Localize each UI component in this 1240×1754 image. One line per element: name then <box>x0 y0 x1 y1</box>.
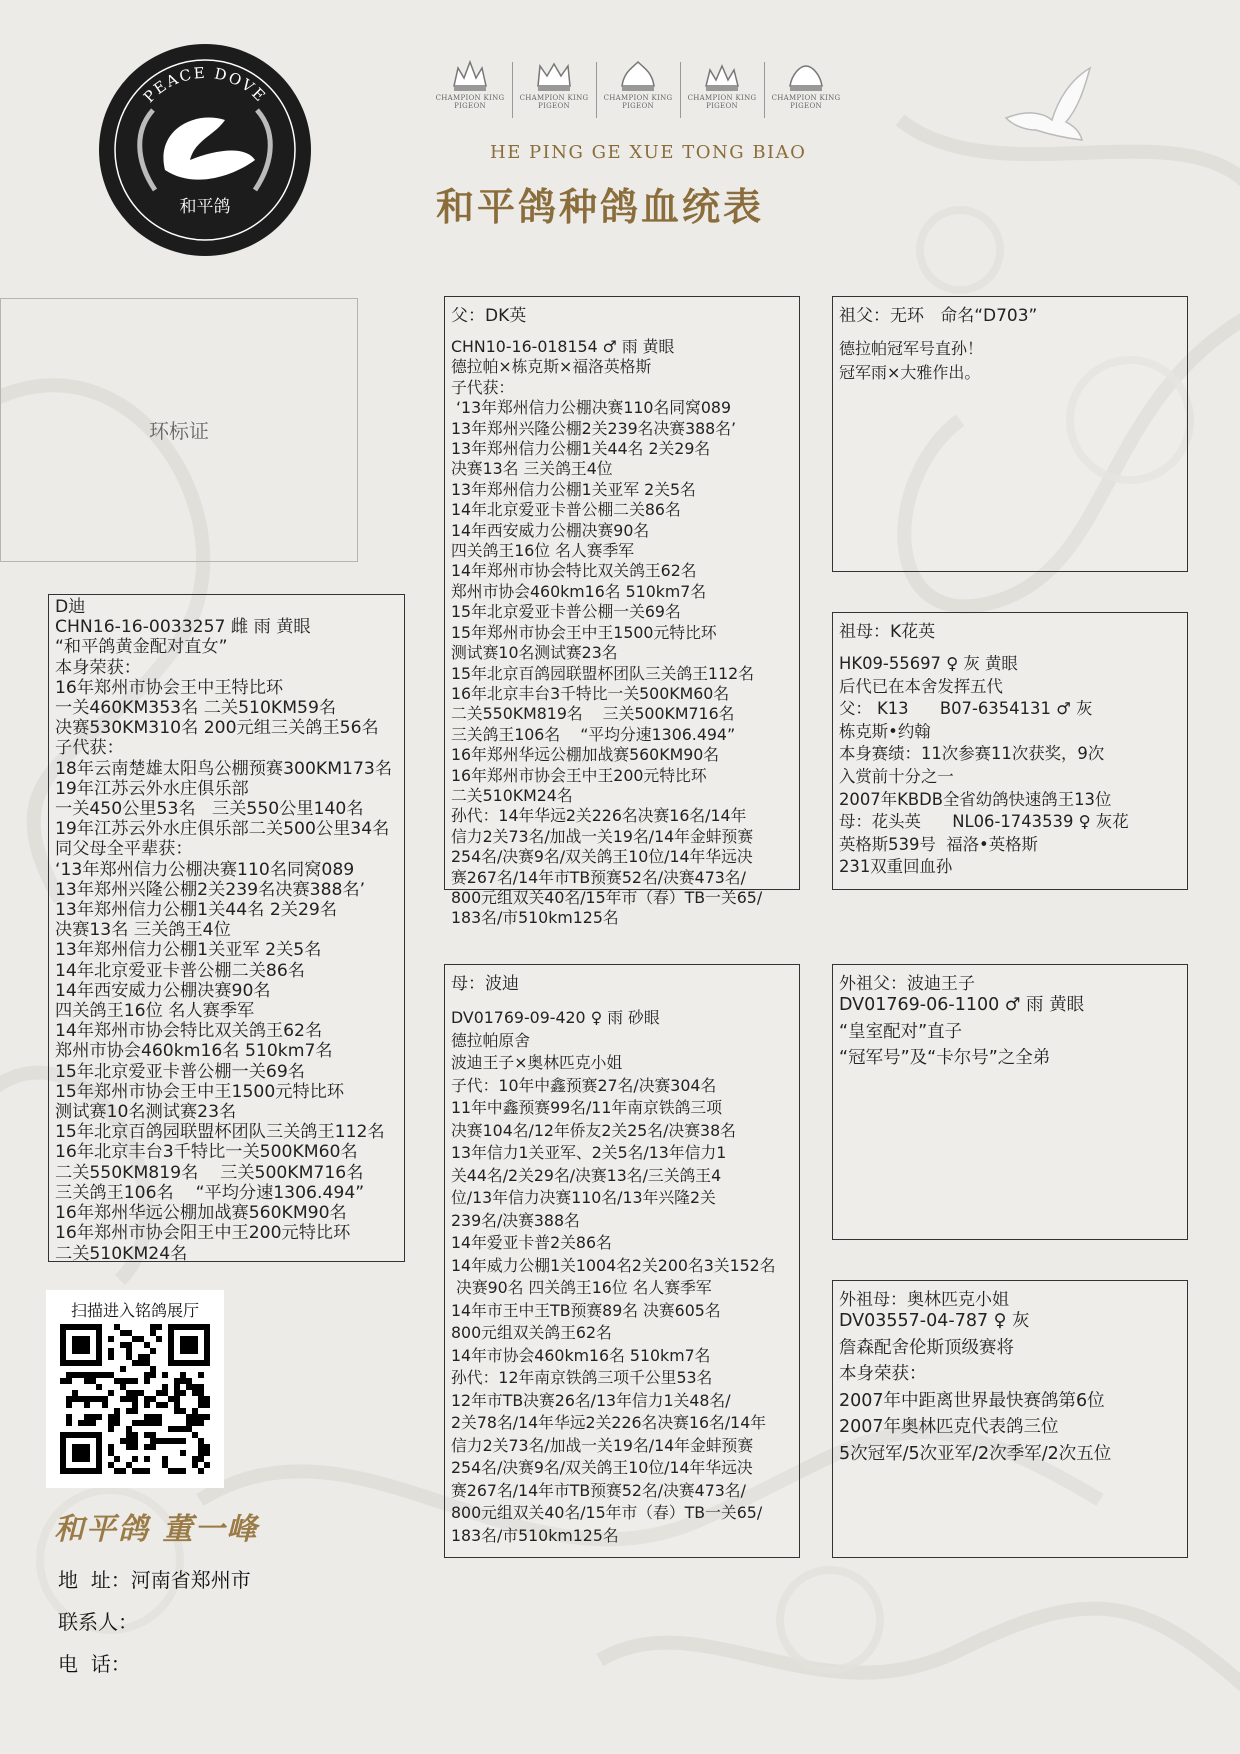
detail-line: 赛267名/14年市TB预赛52名/决赛473名/ <box>451 867 746 887</box>
sire-title: 父：DK英 <box>451 306 527 326</box>
detail-line: 800元组双关40名/15年市（春）TB一关65/ <box>451 887 763 907</box>
detail-line: 栋克斯•约翰 <box>839 721 931 741</box>
paternal-grandfather-details <box>839 337 1181 385</box>
maternal-grandfather-title: 外祖父：波迪王子 <box>839 974 975 994</box>
detail-line: 赛267名/14年市TB预赛52名/决赛473名/ <box>451 1480 746 1500</box>
crown-icon <box>534 56 574 94</box>
detail-line: 测试赛10名测试赛23名 <box>451 643 618 663</box>
detail-line: 16年郑州市协会王中王特比环 <box>55 677 284 698</box>
detail-line: 本身荣获： <box>55 657 141 678</box>
detail-line: 15年郑州市协会王中王1500元特比环 <box>451 622 717 642</box>
qr-code-card[interactable] <box>46 1290 224 1488</box>
detail-line: CHN10-16-018154 ♂ 雨 黄眼 <box>451 337 675 356</box>
sire-box <box>444 296 800 928</box>
detail-line: 16年郑州市协会阳王中王200元特比环 <box>55 1223 351 1244</box>
crown-logo <box>432 56 508 120</box>
detail-line: 5次冠军/5次亚军/2次季军/2次五位 <box>839 1443 1112 1464</box>
detail-line: 一关460KM353名 二关510KM59名 <box>55 698 337 719</box>
detail-line: DV03557-04-787 ♀ 灰 <box>839 1311 1030 1331</box>
detail-line: 一关450公里53名 三关550公里140名 <box>55 799 364 820</box>
detail-line: DV01769-06-1100 ♂ 雨 黄眼 <box>839 995 1085 1015</box>
detail-line: 德拉帕原舍 <box>451 1030 530 1050</box>
paternal-grandmother-title: 祖母：K花英 <box>839 622 936 642</box>
detail-line: D迪 <box>55 597 86 617</box>
detail-line: 14年爱亚卡普2关86名 <box>451 1233 612 1252</box>
title-pinyin: HE PING GE XUE TONG BIAO <box>490 142 807 163</box>
signature: 和平鸽 董一峰 <box>54 1512 259 1547</box>
address-line: 地 址：河南省郑州市 <box>58 1568 251 1592</box>
detail-line: 决赛530KM310名 200元组三关鸽王56名 <box>55 718 379 739</box>
crown-logo-row <box>432 56 841 120</box>
detail-line: 14年西安威力公棚决赛90名 <box>55 980 271 1001</box>
dam-title: 母：波迪 <box>451 974 519 994</box>
detail-line: 16年北京丰台3千特比一关500KM60名 <box>451 683 730 703</box>
detail-line: “皇室配对”直子 <box>839 1021 963 1042</box>
crown-icon <box>786 56 826 94</box>
maternal-grandmother-details <box>839 1308 1181 1467</box>
detail-line: 18年云南楚雄太阳鸟公棚预赛300KM173名 <box>55 758 393 779</box>
detail-line: CHN16-16-0033257 雌 雨 黄眼 <box>55 617 311 638</box>
detail-line: 239名/决赛388名 <box>451 1210 580 1230</box>
detail-line: 254名/决赛9名/双关鸽王10位/14年华远决 <box>451 847 753 867</box>
detail-line: 14年北京爱亚卡普公棚二关86名 <box>451 500 681 520</box>
detail-line: 15年北京百鸽园联盟杯团队三关鸽王112名 <box>451 663 755 683</box>
crown-logo <box>600 56 676 120</box>
crown-icon <box>450 56 490 94</box>
detail-line: 决赛13名 三关鸽王4位 <box>55 920 231 941</box>
detail-line: 德拉帕×栋克斯×福洛英格斯 <box>451 357 652 377</box>
detail-line: 13年郑州信力公棚1关亚军 2关5名 <box>55 940 322 961</box>
detail-line: 19年江苏云外水庄俱乐部 <box>55 778 249 799</box>
detail-line: 位/13年信力决赛110名/13年兴隆2关 <box>451 1188 716 1207</box>
detail-line: 14年市协会460km16名 510km7名 <box>451 1345 711 1365</box>
logo-ring-text: PEACE DOVE <box>139 63 271 107</box>
detail-line: ‘13年郑州信力公棚决赛110名同窝089 <box>451 398 732 418</box>
crown-caption: CHAMPION KING PIGEON <box>435 94 505 110</box>
detail-line: 子代：10年中鑫预赛27名/决赛304名 <box>451 1075 717 1095</box>
detail-line: 决赛90名 四关鸽王16位 名人赛季军 <box>451 1278 712 1297</box>
maternal-grandfather-details <box>839 992 1181 1072</box>
detail-line: 本身荣获： <box>839 1364 927 1384</box>
detail-line: 德拉帕冠军号直孙！ <box>839 339 984 358</box>
detail-line: 231双重回血孙 <box>839 857 953 877</box>
sire-details <box>451 337 793 929</box>
crown-caption: CHAMPION KING PIGEON <box>603 94 673 110</box>
detail-line: 14年威力公棚1关1004名2关200名3关152名 <box>451 1255 776 1275</box>
detail-line: 决赛104名/12年侨友2关25名/决赛38名 <box>451 1120 736 1140</box>
detail-line: 二关510KM24名 <box>451 785 573 805</box>
page-title: 和平鸽种鸽血统表 <box>436 184 765 229</box>
qr-caption: 扫描进入铭鸽展厅 <box>70 1301 199 1320</box>
crown-icon <box>702 56 742 94</box>
dam-box <box>444 964 800 1558</box>
detail-line: 15年郑州市协会王中王1500元特比环 <box>55 1081 345 1102</box>
detail-line: 183名/市510km125名 <box>451 908 619 928</box>
detail-line: 冠军雨×大雅作出。 <box>839 363 981 382</box>
detail-line: 关44名/2关29名/决赛13名/三关鸽王4 <box>451 1165 722 1185</box>
detail-line: 母：花头英 NL06-1743539 ♀ 灰花 <box>839 812 1129 832</box>
detail-line: “和平鸽黄金配对直女” <box>55 637 228 658</box>
detail-line: 子代获： <box>55 738 124 759</box>
logo-center-text: 和平鸽 <box>179 197 231 217</box>
contact-person-line: 联系人： <box>58 1610 138 1634</box>
detail-line: 16年郑州华远公棚加战赛560KM90名 <box>55 1203 347 1224</box>
detail-line: 英格斯539号 福洛•英格斯 <box>839 834 1038 854</box>
detail-line: 决赛13名 三关鸽王4位 <box>451 459 613 479</box>
detail-line: 入赏前十分之一 <box>839 766 954 786</box>
crown-logo <box>516 56 592 120</box>
maternal-grandfather-box <box>832 964 1188 1240</box>
detail-line: 二关510KM24名 <box>55 1243 188 1264</box>
detail-line: 二关550KM819名 三关500KM716名 <box>451 704 735 724</box>
detail-line: 测试赛10名测试赛23名 <box>55 1102 237 1123</box>
crown-logo <box>684 56 760 120</box>
detail-line: HK09-55697 ♀ 灰 黄眼 <box>839 654 1018 673</box>
detail-line: 孙代：14年华远2关226名决赛16名/14年 <box>451 806 747 826</box>
detail-line: 800元组双关鸽王62名 <box>451 1323 612 1342</box>
detail-line: 父： K13 B07-6354131 ♂ 灰 <box>839 699 1093 719</box>
detail-line: 14年北京爱亚卡普公棚二关86名 <box>55 960 305 981</box>
phone-line: 电 话： <box>58 1652 131 1676</box>
detail-line: 13年郑州信力公棚1关44名 2关29名 <box>55 900 338 921</box>
detail-line: 16年北京丰台3千特比一关500KM60名 <box>55 1142 358 1163</box>
detail-line: 14年郑州市协会特比双关鸽王62名 <box>451 561 697 581</box>
detail-line: “冠军号”及“卡尔号”之全弟 <box>839 1048 1051 1068</box>
detail-line: 波迪王子×奥林匹克小姐 <box>451 1053 623 1072</box>
detail-line: 2007年KBDB全省幼鸽快速鸽王13位 <box>839 789 1112 809</box>
detail-line: 同父母全平辈获： <box>55 839 193 860</box>
detail-line: 四关鸽王16位 名人赛季军 <box>451 541 635 561</box>
paternal-grandmother-details <box>839 653 1181 879</box>
detail-line: 11年中鑫预赛99名/11年南京铁鸽三项 <box>451 1098 722 1117</box>
detail-line: 13年郑州兴隆公棚2关239名决赛388名’ <box>451 418 737 438</box>
detail-line: 郑州市协会460km16名 510km7名 <box>55 1041 333 1062</box>
detail-line: DV01769-09-420 ♀ 雨 砂眼 <box>451 1008 660 1027</box>
detail-line: 15年北京百鸽园联盟杯团队三关鸽王112名 <box>55 1122 385 1143</box>
detail-line: 詹森配舍伦斯顶级赛将 <box>839 1337 1014 1358</box>
crown-icon <box>618 56 658 94</box>
detail-line: 子代获： <box>451 377 515 397</box>
detail-line: 信力2关73名/加战一关19名/14年金蚌预赛 <box>451 826 754 846</box>
detail-line: 13年郑州兴隆公棚2关239名决赛388名’ <box>55 879 366 900</box>
detail-line: 14年西安威力公棚决赛90名 <box>451 520 650 540</box>
detail-line: ‘13年郑州信力公棚决赛110名同窝089 <box>55 859 355 880</box>
detail-line: 183名/市510km125名 <box>451 1525 619 1545</box>
detail-line: 二关550KM819名 三关500KM716名 <box>55 1162 364 1183</box>
crown-caption: CHAMPION KING PIGEON <box>771 94 841 110</box>
detail-line: 12年市TB决赛26名/13年信力1关48名/ <box>451 1390 731 1410</box>
detail-line: 13年郑州信力公棚1关亚军 2关5名 <box>451 479 696 499</box>
peace-dove-logo <box>95 40 315 260</box>
pigeon-self-details <box>55 597 398 1264</box>
detail-line: 信力2关73名/加战一关19名/14年金蚌预赛 <box>451 1435 754 1455</box>
detail-line: 15年北京爱亚卡普公棚一关69名 <box>451 602 681 622</box>
detail-line: 14年市王中王TB预赛89名 决赛605名 <box>451 1300 721 1320</box>
detail-line: 2关78名/14年华远2关226名决赛16名/14年 <box>451 1413 767 1432</box>
crown-caption: CHAMPION KING PIGEON <box>687 94 757 110</box>
detail-line: 郑州市协会460km16名 510km7名 <box>451 581 707 601</box>
ring-certificate-box <box>0 298 358 562</box>
ring-certificate-label: 环标证 <box>149 419 209 443</box>
paternal-grandfather-title: 祖父：无环 命名“D703” <box>839 306 1038 326</box>
detail-line: 19年江苏云外水庄俱乐部二关500公里34名 <box>55 819 390 840</box>
detail-line: 四关鸽王16位 名人赛季军 <box>55 1001 255 1022</box>
detail-line: 2007年中距离世界最快赛鸽第6位 <box>839 1390 1105 1411</box>
detail-line: 13年郑州信力公棚1关44名 2关29名 <box>451 439 711 459</box>
detail-line: 16年郑州市协会王中王200元特比环 <box>451 765 707 785</box>
detail-line: 14年郑州市协会特比双关鸽王62名 <box>55 1021 323 1042</box>
paternal-grandmother-box <box>832 612 1188 890</box>
detail-line: 254名/决赛9名/双关鸽王10位/14年华远决 <box>451 1458 753 1477</box>
detail-line: 本身赛绩：11次参赛11次获奖，9次 <box>839 744 1105 764</box>
crown-caption: CHAMPION KING PIGEON <box>519 94 589 110</box>
detail-line: 三关鸽王106名 “平均分速1306.494” <box>451 724 736 744</box>
detail-line: 孙代：12年南京铁鸽三项千公里53名 <box>451 1368 713 1387</box>
detail-line: 15年北京爱亚卡普公棚一关69名 <box>55 1061 305 1082</box>
dove-icon <box>996 60 1096 160</box>
crown-logo <box>768 56 844 120</box>
paternal-grandfather-box <box>832 296 1188 572</box>
detail-line: 后代已在本舍发挥五代 <box>839 676 1003 696</box>
detail-line: 800元组双关40名/15年市（春）TB一关65/ <box>451 1503 763 1522</box>
qr-code-icon[interactable] <box>60 1324 210 1474</box>
maternal-grandmother-title: 外祖母：奥林匹克小姐 <box>839 1290 1009 1310</box>
dam-details <box>451 1007 793 1547</box>
detail-line: 2007年奥林匹克代表鸽三位 <box>839 1417 1059 1437</box>
maternal-grandmother-box <box>832 1280 1188 1558</box>
detail-line: 三关鸽王106名 “平均分速1306.494” <box>55 1182 365 1203</box>
detail-line: 13年信力1关亚军、2关5名/13年信力1 <box>451 1143 727 1162</box>
detail-line: 16年郑州华远公棚加战赛560KM90名 <box>451 745 720 765</box>
pigeon-self-box <box>48 594 405 1262</box>
